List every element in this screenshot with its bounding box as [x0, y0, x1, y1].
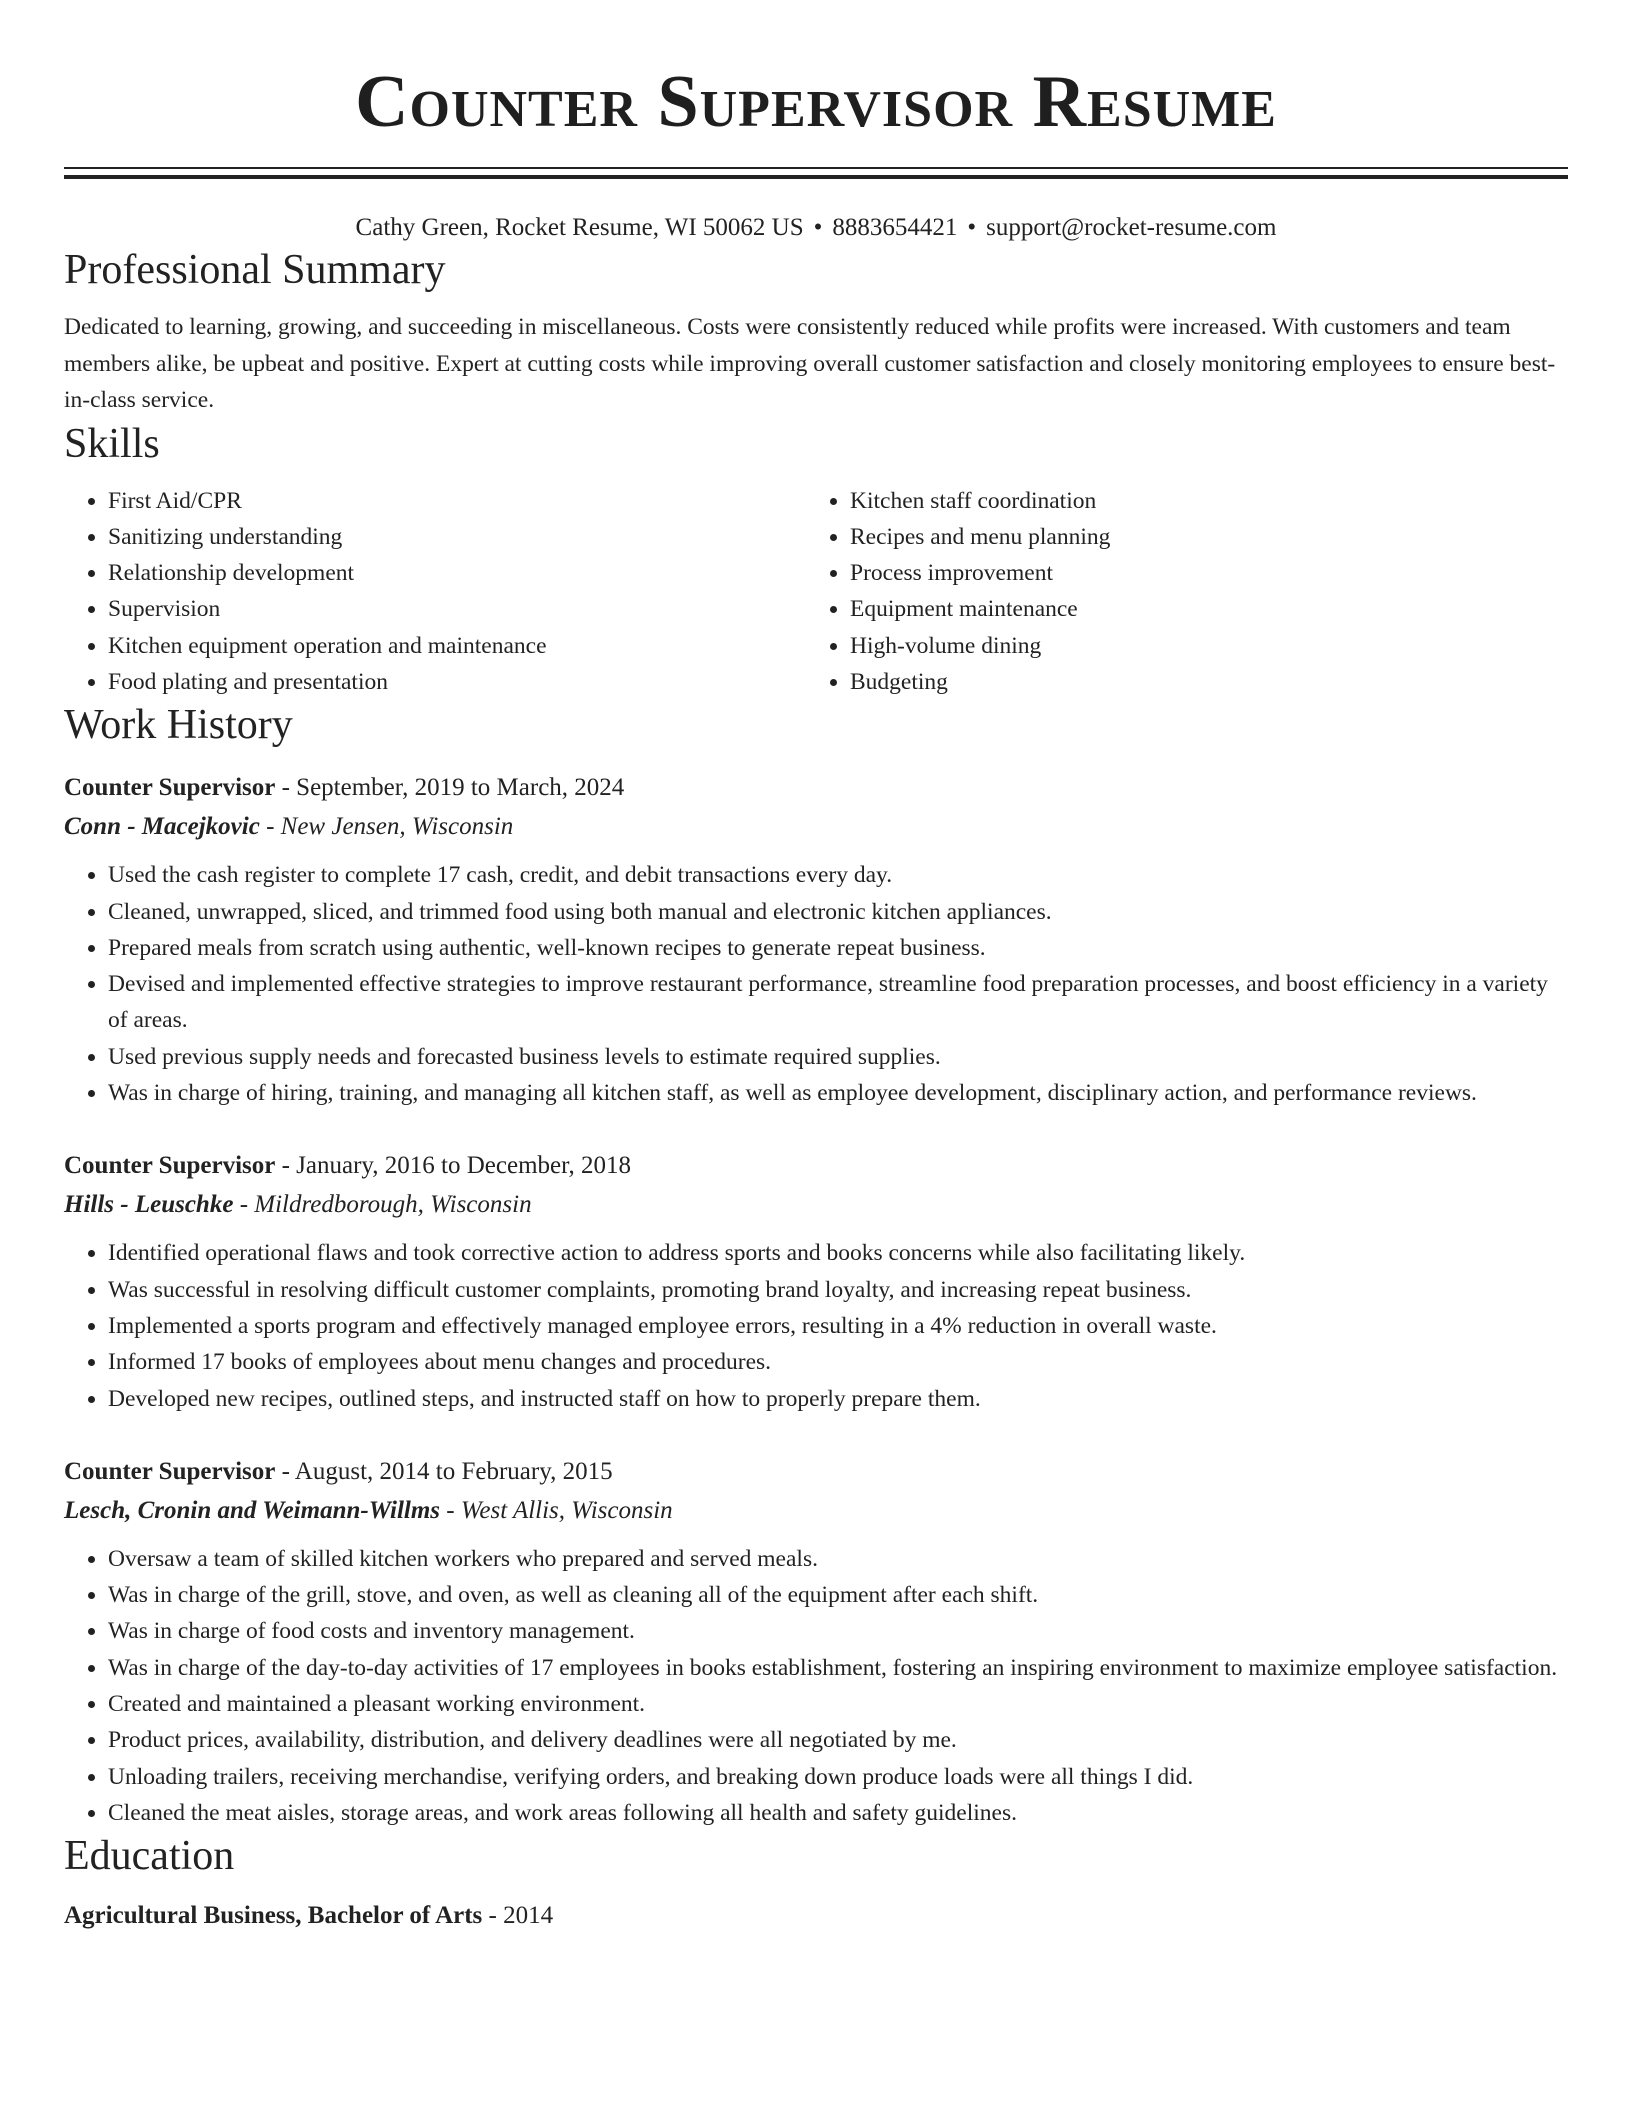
- summary-heading: Professional Summary: [64, 247, 446, 293]
- job-title: Counter Supervisor: [64, 1152, 276, 1180]
- job-bullet: • Prepared meals from scratch using authentic, well-known recipes to generate repeat business.: [108, 930, 1568, 966]
- job-bullet: • Cleaned the meat aisles, storage areas, and work areas following all health and safety guidelines.: [108, 1795, 1568, 1831]
- education-heading: Education: [64, 1833, 235, 1880]
- title-divider: [64, 167, 1568, 179]
- job-bullet: • Created and maintained a pleasant working environment.: [108, 1686, 1568, 1722]
- job-company-line: [64, 1491, 1568, 1531]
- skills-heading: Skills: [64, 420, 160, 467]
- job-entry: [64, 1453, 1568, 1831]
- contact-line: [64, 211, 1568, 245]
- education-year: - 2014: [482, 1902, 554, 1930]
- contact-separator: •: [967, 214, 977, 241]
- skill-item: • High-volume dining: [850, 628, 1548, 664]
- job-entry: [64, 769, 1568, 1111]
- job-bullet: • Developed new recipes, outlined steps, and instructed staff on how to properly prepare them.: [108, 1381, 1568, 1417]
- job-entry: [64, 1147, 1568, 1416]
- job-title: Counter Supervisor: [64, 774, 276, 802]
- job-title-line: [64, 1147, 1568, 1185]
- job-location: - Mildredborough, Wisconsin: [233, 1191, 532, 1219]
- contact-email: support@rocket-resume.com: [986, 214, 1277, 241]
- contact-separator: •: [813, 214, 823, 241]
- skill-item: • Equipment maintenance: [850, 591, 1548, 627]
- skill-item: • First Aid/CPR: [108, 483, 806, 519]
- job-title-line: [64, 769, 1568, 807]
- job-company-line: [64, 807, 1568, 847]
- skill-item: • Kitchen staff coordination: [850, 483, 1548, 519]
- skill-item: • Recipes and menu planning: [850, 519, 1548, 555]
- job-bullet: • Implemented a sports program and effectively managed employee errors, resulting in a 4% reduction in overall waste.: [108, 1308, 1568, 1344]
- job-dates: - August, 2014 to February, 2015: [275, 1457, 613, 1485]
- skills-list: [64, 483, 1568, 701]
- job-title-line: [64, 1453, 1568, 1491]
- work-history-heading: Work History: [64, 702, 293, 749]
- job-company: Conn - Macejkovic: [64, 813, 260, 841]
- job-company: Hills - Leuschke: [64, 1191, 234, 1219]
- job-bullet: • Used the cash register to complete 17 cash, credit, and debit transactions every day.: [108, 857, 1568, 893]
- skill-item: • Process improvement: [850, 555, 1548, 591]
- skill-item: • Relationship development: [108, 555, 806, 591]
- contact-phone: 8883654421: [832, 214, 958, 241]
- job-location: - New Jensen, Wisconsin: [259, 813, 514, 841]
- job-bullet: • Was in charge of food costs and inventory management.: [108, 1613, 1568, 1649]
- job-bullet: • Devised and implemented effective strategies to improve restaurant performance, streamline food preparation processes, and boost efficiency in a variety of areas.: [108, 966, 1568, 1039]
- job-dates: - January, 2016 to December, 2018: [275, 1152, 631, 1180]
- skills-column-left: [64, 483, 806, 701]
- job-bullet: • Used previous supply needs and forecasted business levels to estimate required supplies.: [108, 1039, 1568, 1075]
- skill-item: • Sanitizing understanding: [108, 519, 806, 555]
- job-company: Lesch, Cronin and Weimann-Willms: [64, 1496, 441, 1524]
- job-bullet: • Unloading trailers, receiving merchandise, verifying orders, and breaking down produce loads were all things I did.: [108, 1759, 1568, 1795]
- resume-page: [64, 0, 1568, 1935]
- skill-item: • Budgeting: [850, 664, 1548, 700]
- skill-item: • Supervision: [108, 591, 806, 627]
- job-bullet: • Oversaw a team of skilled kitchen workers who prepared and served meals.: [108, 1541, 1568, 1577]
- job-bullet: • Was successful in resolving difficult customer complaints, promoting brand loyalty, and increasing repeat business.: [108, 1272, 1568, 1308]
- education-degree: Agricultural Business, Bachelor of Arts: [64, 1902, 483, 1930]
- job-bullet: • Cleaned, unwrapped, sliced, and trimmed food using both manual and electronic kitchen appliances.: [108, 894, 1568, 930]
- summary-text: Dedicated to learning, growing, and succeeding in miscellaneous. Costs were consistently reduced while profits were increased. With customers and team members alike, be upbeat and positive. Expert at cutting costs while improving overall customer satisfaction and closely monitoring employees to ensure best-in-class service.: [64, 314, 1556, 413]
- job-bullets: [64, 857, 1568, 1111]
- job-bullet: • Was in charge of the day-to-day activities of 17 employees in books establishment, fostering an inspiring environment to maximize employee satisfaction.: [108, 1650, 1568, 1686]
- job-bullet: • Identified operational flaws and took corrective action to address sports and books concerns while also facilitating likely.: [108, 1235, 1568, 1271]
- job-bullet: • Product prices, availability, distribution, and delivery deadlines were all negotiated by me.: [108, 1722, 1568, 1758]
- job-location: - West Allis, Wisconsin: [440, 1496, 673, 1524]
- contact-address: Cathy Green, Rocket Resume, WI 50062 US: [355, 214, 804, 241]
- job-bullet: • Informed 17 books of employees about menu changes and procedures.: [108, 1344, 1568, 1380]
- job-bullet: • Was in charge of the grill, stove, and oven, as well as cleaning all of the equipment after each shift.: [108, 1577, 1568, 1613]
- job-bullets: [64, 1541, 1568, 1831]
- job-dates: - September, 2019 to March, 2024: [275, 774, 625, 802]
- skill-item: • Food plating and presentation: [108, 664, 806, 700]
- job-company-line: [64, 1185, 1568, 1225]
- job-title: Counter Supervisor: [64, 1457, 276, 1485]
- job-bullet: • Was in charge of hiring, training, and managing all kitchen staff, as well as employee development, disciplinary action, and performance reviews.: [108, 1075, 1568, 1111]
- skills-column-right: [806, 483, 1548, 701]
- resume-title: Counter Supervisor Resume: [355, 61, 1277, 143]
- skill-item: • Kitchen equipment operation and maintenance: [108, 628, 806, 664]
- education-entry: [64, 1897, 1568, 1935]
- job-bullets: [64, 1235, 1568, 1416]
